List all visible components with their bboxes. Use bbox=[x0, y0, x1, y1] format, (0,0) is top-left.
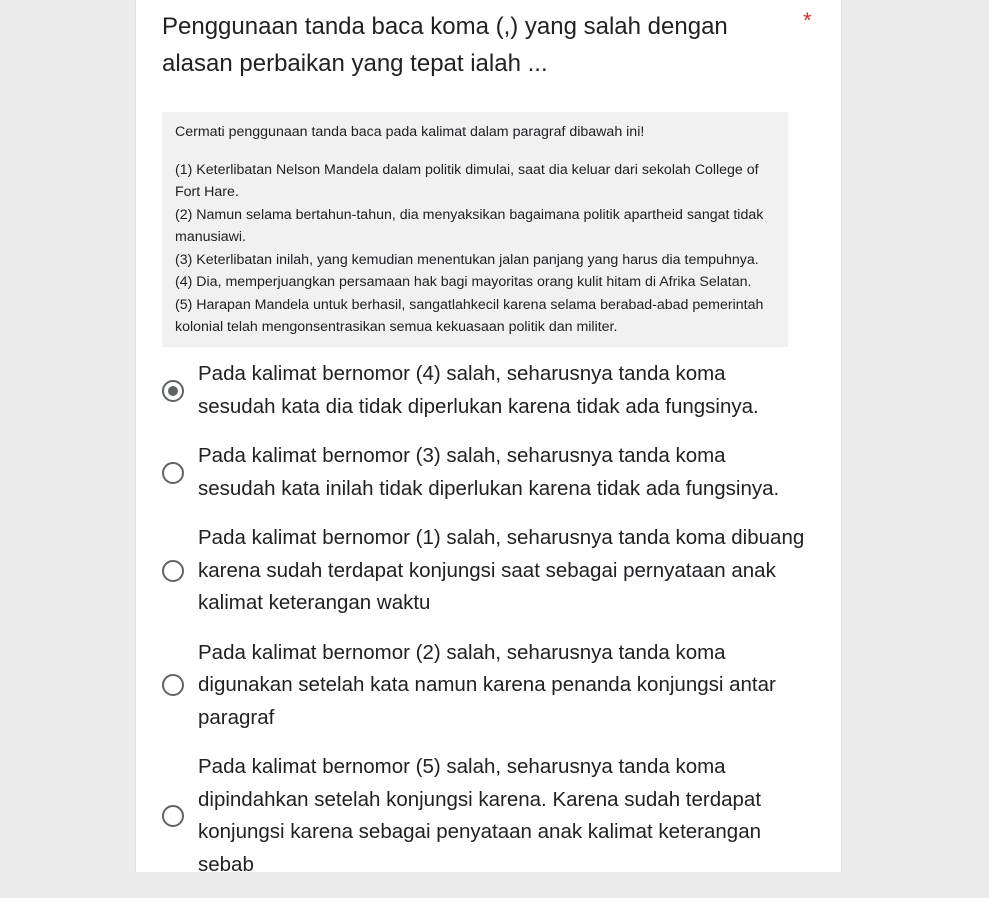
passage-sentence-2: (2) Namun selama bertahun-tahun, dia menyaksikan bagaimana politik apartheid sangat tidak manusiawi. bbox=[175, 206, 764, 245]
option-4[interactable] bbox=[162, 637, 812, 735]
option-label: Pada kalimat bernomor (5) salah, seharusnya tanda koma dipindahkan setelah konjungsi karena. Karena sudah terdapat konjungsi karena sebagai penyataan anak kalimat keterangan sebab bbox=[198, 755, 762, 876]
option-label: Pada kalimat bernomor (2) salah, seharusnya tanda koma digunakan setelah kata namun karena penanda konjungsi antar paragraf bbox=[198, 640, 776, 729]
option-5[interactable] bbox=[162, 751, 812, 881]
passage-sentence-1: (1) Keterlibatan Nelson Mandela dalam politik dimulai, saat dia keluar dari sekolah College of Fort Hare. bbox=[175, 161, 759, 200]
required-asterisk: * bbox=[803, 8, 812, 33]
passage-intro: Cermati penggunaan tanda baca pada kalimat dalam paragraf dibawah ini! bbox=[175, 124, 645, 140]
passage-sentence-3: (3) Keterlibatan inilah, yang kemudian menentukan jalan panjang yang harus dia tempuhnya. bbox=[175, 251, 759, 268]
radio-unchecked-icon[interactable] bbox=[162, 560, 184, 582]
passage-sentence-5: (5) Harapan Mandela untuk berhasil, sangatlahkecil karena selama berabad-abad pemerintah kolonial telah mengonsentrasikan semua kekuasaan politik dan militer. bbox=[175, 296, 764, 335]
question-card bbox=[136, 0, 841, 876]
passage-box bbox=[162, 112, 788, 347]
option-label: Pada kalimat bernomor (3) salah, seharusnya tanda koma sesudah kata inilah tidak diperlukan karena tidak ada fungsinya. bbox=[198, 444, 780, 500]
radio-unchecked-icon[interactable] bbox=[162, 674, 184, 696]
option-2[interactable] bbox=[162, 440, 812, 505]
option-label: Pada kalimat bernomor (4) salah, seharusnya tanda koma sesudah kata dia tidak diperlukan karena tidak ada fungsinya. bbox=[198, 362, 759, 418]
radio-checked-icon[interactable] bbox=[162, 380, 184, 402]
option-label: Pada kalimat bernomor (1) salah, seharusnya tanda koma dibuang karena sudah terdapat konjungsi saat sebagai pernyataan anak kalimat keterangan waktu bbox=[198, 526, 805, 614]
answer-options bbox=[162, 358, 812, 898]
radio-unchecked-icon[interactable] bbox=[162, 805, 184, 827]
option-3[interactable] bbox=[162, 522, 812, 620]
radio-unchecked-icon[interactable] bbox=[162, 462, 184, 484]
option-1[interactable] bbox=[162, 358, 812, 423]
question-title: Penggunaan tanda baca koma (,) yang salah dengan alasan perbaikan yang tepat ialah ... bbox=[162, 13, 728, 77]
passage-sentence-4: (4) Dia, memperjuangkan persamaan hak bagi mayoritas orang kulit hitam di Afrika Selatan. bbox=[175, 274, 752, 290]
